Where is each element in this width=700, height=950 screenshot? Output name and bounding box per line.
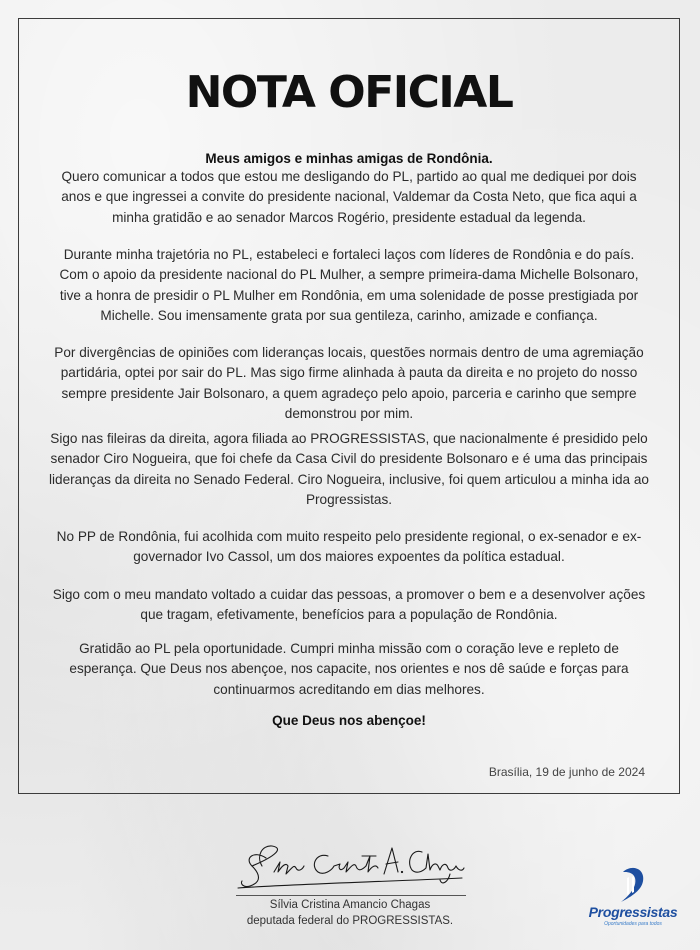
logo-name: Progressistas xyxy=(588,904,678,920)
document-frame xyxy=(18,18,680,794)
paragraph-1: Quero comunicar a todos que estou me desligando do PL, partido ao qual me dediquei por dois anos e que ingressei a convite do presidente nacional, Valdemar da Costa Neto, que fica aqui a minha gratidão e ao senador Marcos Rogério, presidente estadual da legenda. xyxy=(61,169,637,225)
paragraph-2: Durante minha trajetória no PL, estabeleci e fortaleci laços com líderes de Rondônia e do país. Com o apoio da presidente nacional do PL Mulher, a sempre primeira-dama Michelle Bolsonaro, tive a honra de presidir o PL Mulher em Rondônia, em uma solenidade de posse prestigiada por Michelle. Sou imensamente grata por sua gentileza, carinho, amizade e confiança. xyxy=(59,247,639,324)
paragraph-6: Sigo com o meu mandato voltado a cuidar das pessoas, a promover o bem e a desenvolver ações que tragam, efetivamente, benefícios para a população de Rondônia. xyxy=(52,587,646,623)
paragraph-3: Por divergências de opiniões com lideranças locais, questões normais dentro de uma agremiação partidária, optei por sair do PL. Mas sigo firme alinhada à pauta da direita e no projeto do nosso sempre presidente Jair Bolsonaro, a quem agradeço pelo apoio, parceria e carinho que sempre demonstrou por mim. xyxy=(54,345,644,422)
logo-tagline: Oportunidades para todos xyxy=(604,921,662,927)
closing-line: Que Deus nos abençoe! xyxy=(272,713,426,728)
progressistas-logo xyxy=(583,866,683,930)
document-date: Brasília, 19 de junho de 2024 xyxy=(488,765,645,779)
paragraph-5: No PP de Rondônia, fui acolhida com muito respeito pelo presidente regional, o ex-senador e ex-governador Ivo Cassol, um dos maiores expoentes da política estadual. xyxy=(56,529,642,565)
greeting: Meus amigos e minhas amigas de Rondônia. xyxy=(205,151,493,166)
document-title: NOTA OFICIAL xyxy=(185,67,513,118)
paragraph-7: Gratidão ao PL pela oportunidade. Cumpri minha missão com o coração leve e repleto de esperança. Que Deus nos abençoe, nos capacite, nos orientes e nos dê saúde e forças para continuarmos acreditando em dias melhores. xyxy=(69,641,629,697)
paragraph-4: Sigo nas fileiras da direita, agora filiada ao PROGRESSISTAS, que nacionalmente é presidido pelo senador Ciro Nogueira, que foi chefe da Casa Civil do presidente Bolsonaro e é uma das principais lideranças da direita no Senado Federal. Ciro Nogueira, inclusive, foi quem articulou a minha ida ao Progressistas. xyxy=(49,431,649,508)
logo-mark-icon xyxy=(619,866,645,904)
signer-role: deputada federal do PROGRESSISTAS. xyxy=(246,915,454,927)
signer-name: Sílvia Cristina Amancio Chagas xyxy=(269,899,431,911)
handwritten-signature xyxy=(236,826,466,896)
signature-line xyxy=(236,895,466,896)
